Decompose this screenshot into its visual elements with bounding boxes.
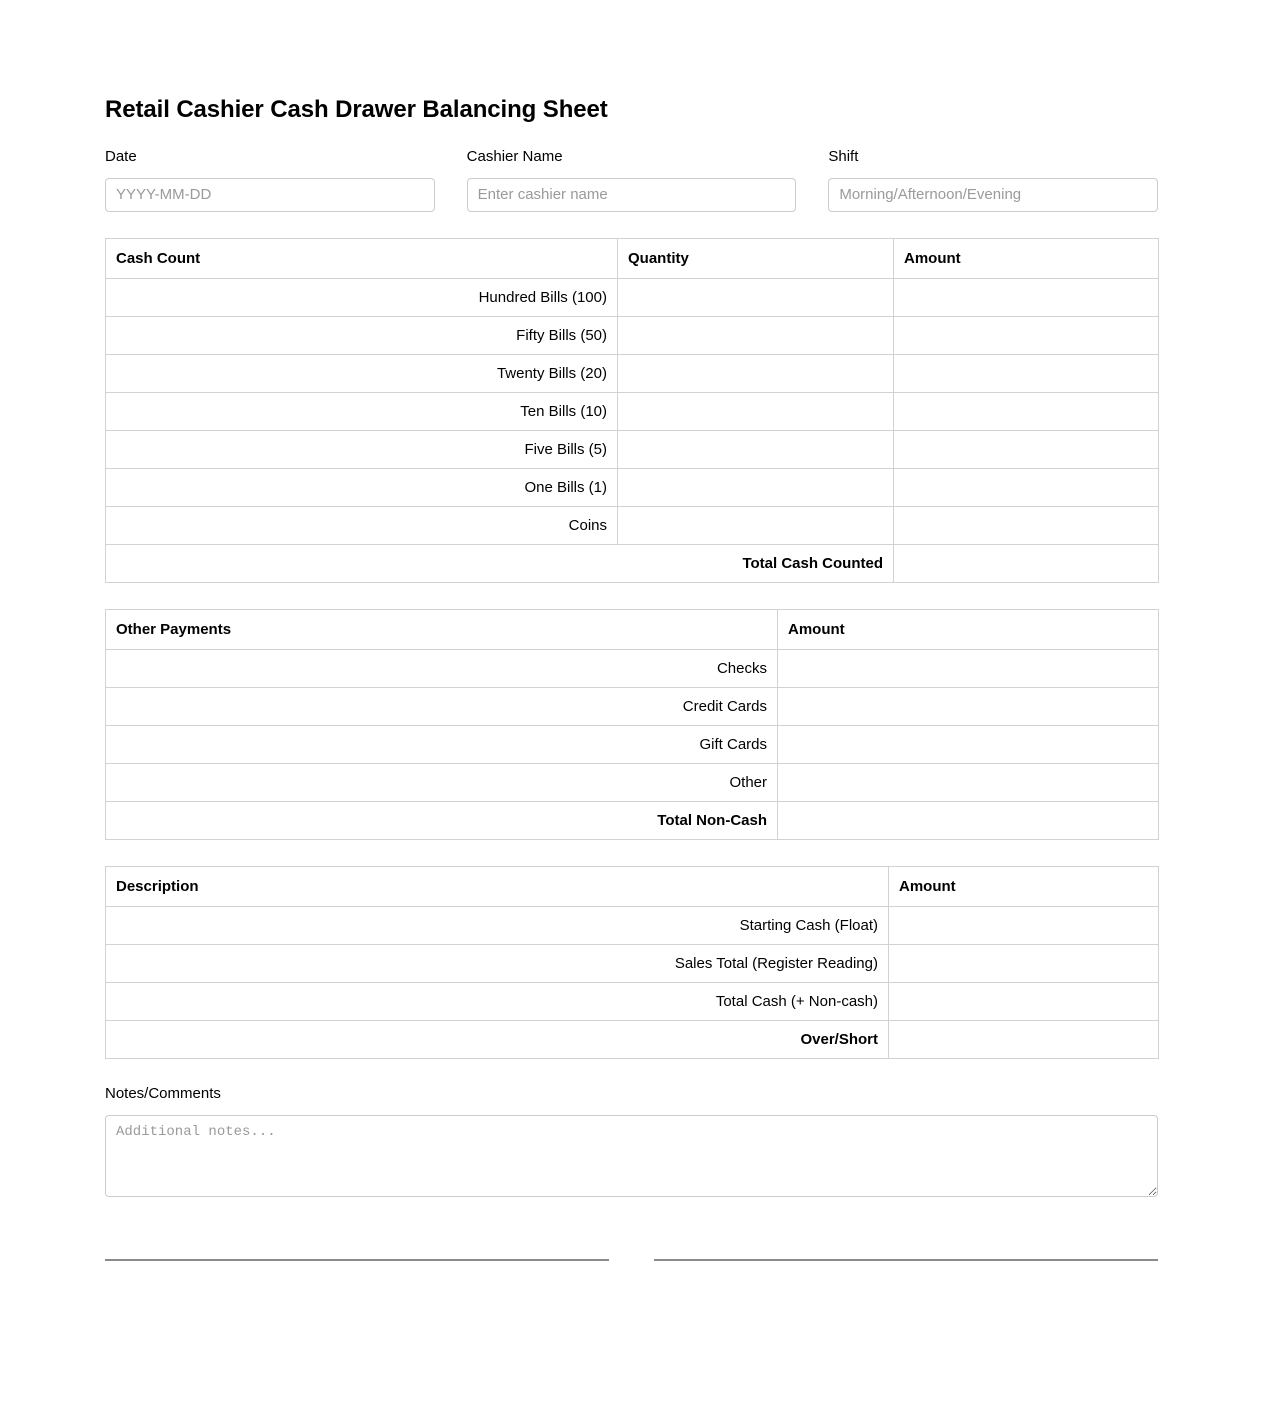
table-row [106,506,1159,544]
date-label: Date [105,147,137,165]
row-label: Sales Total (Register Reading) [106,944,889,982]
row-label: Starting Cash (Float) [106,906,889,944]
amount-cell[interactable] [894,316,1159,354]
table-row [106,316,1159,354]
signature-slot-left [105,1259,609,1269]
summary-table [105,866,1159,1059]
date-field-group [105,148,435,212]
over-short-row [106,1020,1159,1058]
over-short-label: Over/Short [106,1020,889,1058]
total-cash-counted-label: Total Cash Counted [106,544,894,582]
amount-header: Amount [889,866,1159,906]
shift-label: Shift [828,147,859,165]
table-row [106,944,1159,982]
amount-cell[interactable] [889,906,1159,944]
row-label: Checks [106,649,778,687]
total-non-cash-row [106,801,1159,839]
amount-cell[interactable] [894,506,1159,544]
table-row [106,725,1159,763]
quantity-cell[interactable] [618,506,894,544]
signature-slot-right [654,1259,1158,1269]
quantity-cell[interactable] [618,316,894,354]
notes-textarea[interactable] [105,1115,1158,1197]
table-header-row [106,238,1159,278]
quantity-cell[interactable] [618,468,894,506]
shift-field-group [828,148,1158,212]
row-label: Coins [106,506,618,544]
amount-cell[interactable] [778,763,1159,801]
description-header: Description [106,866,889,906]
cash-count-table [105,238,1159,583]
table-row [106,763,1159,801]
table-header-row [106,866,1159,906]
table-header-row [106,609,1159,649]
other-payments-table [105,609,1159,840]
total-cash-counted-row [106,544,1159,582]
signature-row [105,1259,1158,1269]
over-short-amount[interactable] [889,1020,1159,1058]
signature-line [654,1259,1158,1261]
notes-section [105,1085,1158,1197]
total-non-cash-amount[interactable] [778,801,1159,839]
table-row [106,278,1159,316]
amount-header: Amount [894,238,1159,278]
table-row [106,649,1159,687]
amount-cell[interactable] [778,649,1159,687]
amount-cell[interactable] [894,278,1159,316]
cash-count-header: Cash Count [106,238,618,278]
amount-cell[interactable] [778,687,1159,725]
notes-label: Notes/Comments [105,1084,221,1102]
table-row [106,982,1159,1020]
row-label: Other [106,763,778,801]
table-row [106,354,1159,392]
table-row [106,468,1159,506]
cashier-name-input[interactable] [467,178,797,212]
quantity-cell[interactable] [618,430,894,468]
amount-cell[interactable] [889,944,1159,982]
row-label: One Bills (1) [106,468,618,506]
amount-cell[interactable] [778,725,1159,763]
signature-line [105,1259,609,1261]
other-payments-header: Other Payments [106,609,778,649]
table-row [106,430,1159,468]
header-fields-row [105,148,1158,212]
table-row [106,392,1159,430]
amount-cell[interactable] [889,982,1159,1020]
row-label: Total Cash (+ Non-cash) [106,982,889,1020]
cashier-name-label: Cashier Name [466,147,563,165]
table-row [106,687,1159,725]
shift-input[interactable] [828,178,1158,212]
amount-cell[interactable] [894,392,1159,430]
total-cash-counted-amount[interactable] [894,544,1159,582]
row-label: Ten Bills (10) [106,392,618,430]
quantity-cell[interactable] [618,354,894,392]
quantity-cell[interactable] [618,392,894,430]
page-title: Retail Cashier Cash Drawer Balancing Sheet [105,96,608,123]
quantity-header: Quantity [618,238,894,278]
amount-cell[interactable] [894,468,1159,506]
row-label: Fifty Bills (50) [106,316,618,354]
quantity-cell[interactable] [618,278,894,316]
row-label: Gift Cards [106,725,778,763]
row-label: Five Bills (5) [106,430,618,468]
amount-header: Amount [778,609,1159,649]
table-row [106,906,1159,944]
row-label: Credit Cards [106,687,778,725]
amount-cell[interactable] [894,354,1159,392]
total-non-cash-label: Total Non-Cash [106,801,778,839]
amount-cell[interactable] [894,430,1159,468]
row-label: Hundred Bills (100) [106,278,618,316]
row-label: Twenty Bills (20) [106,354,618,392]
cashier-name-field-group [467,148,797,212]
date-input[interactable] [105,178,435,212]
